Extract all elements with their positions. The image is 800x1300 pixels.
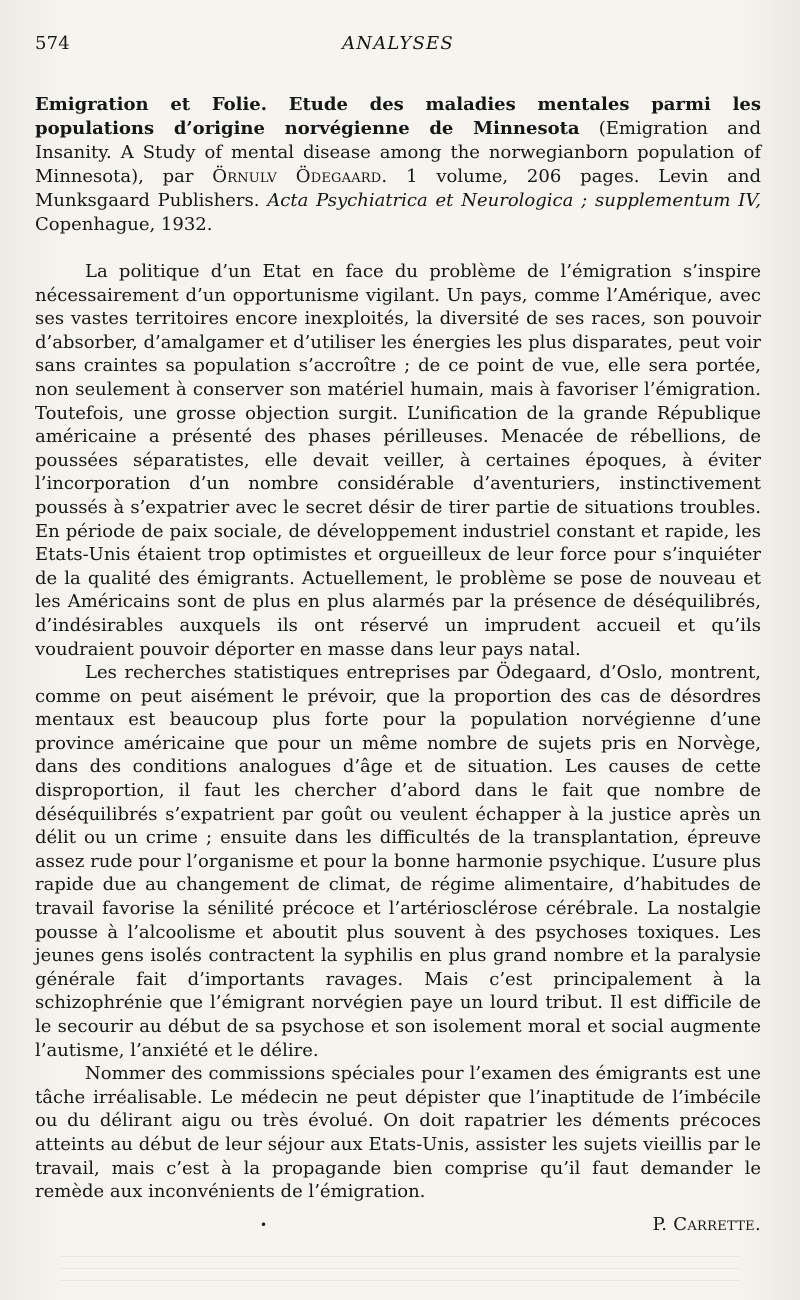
page-header (35, 28, 761, 60)
paragraph-3: Nommer des commissions spéciales pour l’examen des émigrants est une tâche irréalisable. Le médecin ne peut dépister que l’inaptitude de l’imbécile ou du délirant aigu ou très évolué. On doit rapatrier les déments précoces atteints au début de leur séjour aux Etats-Unis, assister les sujets vieillis par le travail, mais c’est à la propagande bien comprise qu’il faut demander le remède aux inconvénients de l’émigration. (35, 1063, 761, 1203)
review-signature: P. Carrette. (652, 1214, 761, 1235)
citation-english-title: (Emigration and Insanity. A Study of mental disease among the norwegianborn population of Minnesota), par (35, 118, 761, 187)
page-number: 574 (35, 33, 70, 54)
print-bleed-through (60, 1256, 740, 1292)
citation-publication-details: 1 volume, 206 pages. Levin and Munksgaard Publishers. (35, 166, 761, 211)
signature-row (35, 1214, 761, 1244)
bibliographic-citation (35, 93, 761, 237)
citation-author: Örnulv Ödegaard. (212, 166, 388, 187)
paragraph-2: Les recherches statistiques entreprises par Ödegaard, d’Oslo, montrent, comme on peut aisément le prévoir, que la proportion des cas de désordres mentaux est beaucoup plus forte pour la population norvégienne d’une province américaine que pour un même nombre de sujets pris en Norvège, dans des conditions analogues d’âge et de situation. Les causes de cette disproportion, il faut les chercher d’abord dans le fait que nombre de déséquilibrés s’expatrient par goût ou veulent échapper à la justice après un délit ou un crime ; ensuite dans les difficultés de la transplantation, épreuve assez rude pour l’organisme et pour la bonne harmonie psychique. L’usure plus rapide due au changement de climat, de régime alimentaire, d’habitudes de travail favorise la sénilité précoce et l’artériosclérose cérébrale. La nostalgie pousse à l’alcoolisme et aboutit plus souvent à des psychoses toxiques. Les jeunes gens isolés contractent la syphilis en plus grand nombre et la paralysie générale fait d’importants ravages. Mais c’est principalement à la schizophrénie que l’émigrant norvégien paye un lourd tribut. Il est difficile de le secourir au début de sa psychose et son isolement moral et social augmente l’autisme, l’anxiété et le délire. (35, 662, 761, 1061)
citation-journal: Acta Psychiatrica et Neurologica ; supplementum IV, (267, 190, 761, 211)
review-body (35, 260, 761, 1204)
citation-location-year: Copenhague, 1932. (35, 214, 213, 235)
citation-title: Emigration et Folie. Etude des maladies mentales parmi les populations d’origine norvégienne de Minnesota (35, 94, 761, 139)
print-mark: • (260, 1218, 268, 1232)
citation-block (35, 93, 761, 237)
paragraph-1: La politique d’un Etat en face du problème de l’émigration s’inspire nécessairement d’un opportunisme vigilant. Un pays, comme l’Amérique, avec ses vastes territoires encore inexploités, la diversité de ses races, son pouvoir d’absorber, d’amalgamer et d’utiliser les énergies les plus disparates, peut voir sans craintes sa population s’accroître ; de ce point de vue, elle sera portée, non seulement à conserver son matériel humain, mais à favoriser l’émigration. Toutefois, une grosse objection surgit. L’unification de la grande République américaine a présenté des phases périlleuses. Menacée de rébellions, de poussées séparatistes, elle devait veiller, à certaines époques, à éviter l’incorporation d’un nombre considérable d’aventuriers, instinctivement poussés à s’expatrier avec le secret désir de tirer partie de situations troubles. En période de paix sociale, de développement industriel constant et rapide, les Etats-Unis étaient trop optimistes et orgueilleux de leur force pour s’inquiéter de la qualité des émigrants. Actuellement, le problème se pose de nouveau et les Américains sont de plus en plus alarmés par la présence de déséquilibrés, d’indésirables auxquels ils ont réservé un imprudent accueil et qu’ils voudraient pouvoir déporter en masse dans leur pays natal. (35, 261, 761, 660)
running-title: ANALYSES (342, 33, 454, 54)
